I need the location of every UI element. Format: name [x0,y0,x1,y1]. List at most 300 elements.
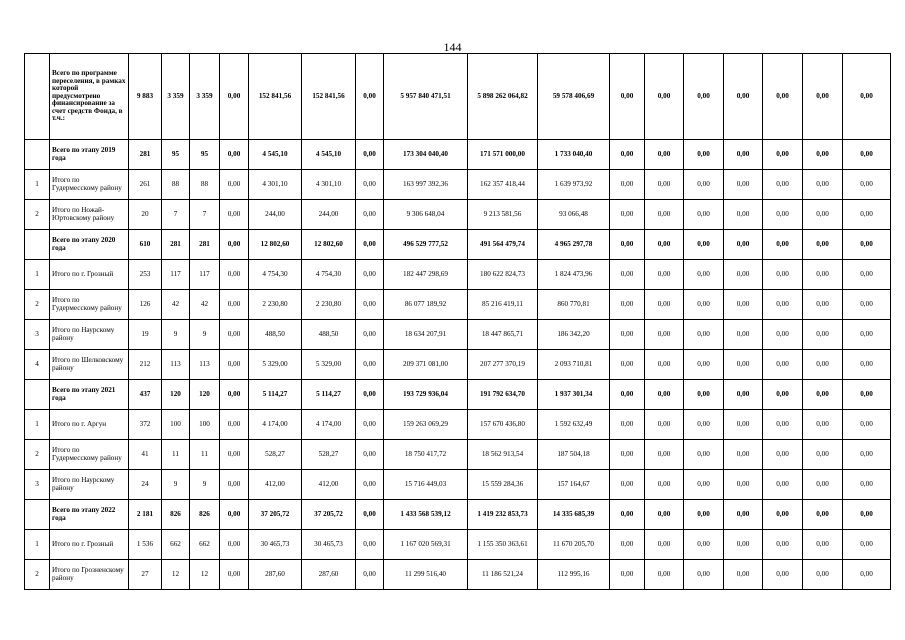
value-cell: 0,00 [356,440,384,470]
value-cell: 1 592 632,49 [538,410,610,440]
value-cell: 1 639 973,92 [538,170,610,200]
value-cell: 0,00 [763,200,803,230]
value-cell: 0,00 [803,200,843,230]
value-cell: 117 [162,260,190,290]
value-cell: 412,00 [249,470,302,500]
table-row [25,260,891,290]
value-cell: 11 299 516,40 [384,560,468,590]
value-cell: 20 [129,200,162,230]
value-cell: 112 995,16 [538,560,610,590]
value-cell: 0,00 [724,140,763,170]
value-cell: 0,00 [843,54,891,140]
value-cell: 18 634 207,91 [384,320,468,350]
value-cell: 0,00 [724,440,763,470]
table-row [25,530,891,560]
value-cell: 0,00 [684,500,724,530]
value-cell: 93 066,48 [538,200,610,230]
value-cell: 18 562 913,54 [468,440,538,470]
value-cell: 0,00 [684,380,724,410]
value-cell: 3 359 [190,54,220,140]
value-cell: 0,00 [724,350,763,380]
value-cell: 0,00 [684,260,724,290]
value-cell: 0,00 [645,290,684,320]
table-row [25,290,891,320]
row-number-cell [25,500,50,530]
row-label-cell: Всего по программе переселения, в рамках которой предусмотрено финансирование за счет средств Фонда, в т.ч.: [50,54,129,140]
value-cell: 9 [190,320,220,350]
value-cell: 12 802,60 [302,230,356,260]
table-row [25,320,891,350]
value-cell: 4 301,10 [249,170,302,200]
table-row [25,170,891,200]
row-number-cell: 1 [25,260,50,290]
value-cell: 0,00 [843,560,891,590]
value-cell: 0,00 [610,140,645,170]
row-number-cell: 3 [25,320,50,350]
value-cell: 0,00 [610,410,645,440]
value-cell: 5 114,27 [249,380,302,410]
row-number-cell: 2 [25,440,50,470]
value-cell: 0,00 [220,350,249,380]
value-cell: 5 114,27 [302,380,356,410]
value-cell: 0,00 [684,230,724,260]
value-cell: 0,00 [645,470,684,500]
value-cell: 0,00 [610,260,645,290]
value-cell: 152 841,56 [249,54,302,140]
value-cell: 0,00 [803,140,843,170]
value-cell: 0,00 [356,54,384,140]
value-cell: 0,00 [763,140,803,170]
value-cell: 41 [129,440,162,470]
value-cell: 0,00 [356,350,384,380]
value-cell: 9 [190,470,220,500]
value-cell: 0,00 [803,380,843,410]
value-cell: 0,00 [803,470,843,500]
value-cell: 9 306 648,04 [384,200,468,230]
value-cell: 0,00 [763,380,803,410]
value-cell: 0,00 [763,560,803,590]
table-row [25,440,891,470]
value-cell: 0,00 [843,530,891,560]
value-cell: 171 571 000,00 [468,140,538,170]
value-cell: 0,00 [763,440,803,470]
value-cell: 0,00 [803,320,843,350]
value-cell: 4 545,10 [249,140,302,170]
value-cell: 186 342,20 [538,320,610,350]
value-cell: 0,00 [645,54,684,140]
value-cell: 18 447 865,71 [468,320,538,350]
value-cell: 0,00 [610,470,645,500]
value-cell: 0,00 [645,350,684,380]
value-cell: 0,00 [763,530,803,560]
value-cell: 0,00 [610,54,645,140]
value-cell: 1 733 040,40 [538,140,610,170]
value-cell: 11 670 205,70 [538,530,610,560]
value-cell: 0,00 [356,530,384,560]
value-cell: 253 [129,260,162,290]
value-cell: 117 [190,260,220,290]
value-cell: 100 [190,410,220,440]
value-cell: 207 277 370,19 [468,350,538,380]
value-cell: 0,00 [843,350,891,380]
value-cell: 88 [190,170,220,200]
value-cell: 488,50 [249,320,302,350]
value-cell: 0,00 [645,410,684,440]
value-cell: 0,00 [684,560,724,590]
value-cell: 0,00 [645,530,684,560]
value-cell: 0,00 [843,170,891,200]
value-cell: 0,00 [843,140,891,170]
value-cell: 0,00 [763,350,803,380]
value-cell: 42 [162,290,190,320]
value-cell: 0,00 [803,560,843,590]
value-cell: 0,00 [645,260,684,290]
value-cell: 0,00 [610,380,645,410]
value-cell: 5 898 262 064,82 [468,54,538,140]
value-cell: 0,00 [356,200,384,230]
summary-row [25,230,891,260]
value-cell: 18 750 417,72 [384,440,468,470]
value-cell: 0,00 [803,500,843,530]
value-cell: 173 304 040,40 [384,140,468,170]
value-cell: 0,00 [220,230,249,260]
value-cell: 2 181 [129,500,162,530]
value-cell: 0,00 [645,170,684,200]
value-cell: 0,00 [220,470,249,500]
value-cell: 4 174,00 [302,410,356,440]
value-cell: 9 [162,470,190,500]
value-cell: 0,00 [220,290,249,320]
row-label-cell: Итого по Гудермесскому району [50,170,129,200]
value-cell: 59 578 406,69 [538,54,610,140]
value-cell: 0,00 [684,200,724,230]
value-cell: 162 357 418,44 [468,170,538,200]
value-cell: 528,27 [249,440,302,470]
value-cell: 0,00 [843,200,891,230]
value-cell: 0,00 [356,170,384,200]
value-cell: 528,27 [302,440,356,470]
value-cell: 0,00 [803,350,843,380]
value-cell: 0,00 [763,500,803,530]
value-cell: 826 [162,500,190,530]
row-label-cell: Итого по Грозненскому району [50,560,129,590]
value-cell: 0,00 [356,140,384,170]
value-cell: 12 802,60 [249,230,302,260]
value-cell: 212 [129,350,162,380]
value-cell: 0,00 [645,140,684,170]
row-label-cell: Итого по г. Грозный [50,260,129,290]
value-cell: 0,00 [220,54,249,140]
row-label-cell: Всего по этапу 2019 года [50,140,129,170]
value-cell: 95 [162,140,190,170]
value-cell: 191 792 634,70 [468,380,538,410]
value-cell: 0,00 [220,560,249,590]
value-cell: 37 205,72 [249,500,302,530]
value-cell: 1 167 020 569,31 [384,530,468,560]
table-row [25,410,891,440]
value-cell: 9 [162,320,190,350]
value-cell: 610 [129,230,162,260]
row-number-cell: 2 [25,560,50,590]
value-cell: 4 965 297,78 [538,230,610,260]
value-cell: 488,50 [302,320,356,350]
value-cell: 0,00 [610,170,645,200]
value-cell: 24 [129,470,162,500]
value-cell: 287,60 [302,560,356,590]
value-cell: 100 [162,410,190,440]
value-cell: 662 [162,530,190,560]
value-cell: 14 335 685,39 [538,500,610,530]
value-cell: 0,00 [843,260,891,290]
value-cell: 113 [190,350,220,380]
row-number-cell: 1 [25,170,50,200]
value-cell: 0,00 [684,470,724,500]
row-label-cell: Итого по Наурскому району [50,320,129,350]
summary-row [25,140,891,170]
value-cell: 27 [129,560,162,590]
row-number-cell: 4 [25,350,50,380]
value-cell: 0,00 [220,140,249,170]
value-cell: 0,00 [803,290,843,320]
value-cell: 157 670 436,80 [468,410,538,440]
value-cell: 0,00 [356,470,384,500]
value-cell: 0,00 [803,410,843,440]
value-cell: 0,00 [803,440,843,470]
value-cell: 0,00 [843,380,891,410]
value-cell: 0,00 [220,320,249,350]
value-cell: 0,00 [724,260,763,290]
row-number-cell: 2 [25,200,50,230]
value-cell: 180 622 824,73 [468,260,538,290]
value-cell: 95 [190,140,220,170]
row-label-cell: Итого по г. Грозный [50,530,129,560]
value-cell: 0,00 [610,230,645,260]
value-cell: 0,00 [356,230,384,260]
value-cell: 860 770,81 [538,290,610,320]
value-cell: 0,00 [763,230,803,260]
value-cell: 9 213 581,56 [468,200,538,230]
value-cell: 0,00 [724,560,763,590]
value-cell: 11 [162,440,190,470]
value-cell: 4 545,10 [302,140,356,170]
value-cell: 244,00 [302,200,356,230]
value-cell: 1 419 232 853,73 [468,500,538,530]
value-cell: 0,00 [220,500,249,530]
value-cell: 0,00 [763,470,803,500]
value-cell: 0,00 [724,380,763,410]
value-cell: 0,00 [610,500,645,530]
row-label-cell: Итого по г. Аргун [50,410,129,440]
value-cell: 209 371 081,00 [384,350,468,380]
value-cell: 287,60 [249,560,302,590]
row-number-cell: 2 [25,290,50,320]
value-cell: 0,00 [220,440,249,470]
value-cell: 0,00 [843,320,891,350]
value-cell: 437 [129,380,162,410]
row-label-cell: Итого по Гудермесскому району [50,440,129,470]
value-cell: 157 164,67 [538,470,610,500]
row-number-cell [25,230,50,260]
value-cell: 4 174,00 [249,410,302,440]
value-cell: 0,00 [645,320,684,350]
value-cell: 15 559 284,36 [468,470,538,500]
value-cell: 0,00 [645,560,684,590]
value-cell: 85 216 419,11 [468,290,538,320]
value-cell: 4 754,30 [249,260,302,290]
value-cell: 281 [129,140,162,170]
value-cell: 0,00 [610,350,645,380]
value-cell: 0,00 [763,320,803,350]
table-row [25,560,891,590]
value-cell: 5 957 840 471,51 [384,54,468,140]
value-cell: 0,00 [684,170,724,200]
row-number-cell [25,140,50,170]
value-cell: 5 329,00 [249,350,302,380]
value-cell: 0,00 [843,230,891,260]
value-cell: 0,00 [684,290,724,320]
value-cell: 0,00 [724,230,763,260]
value-cell: 159 263 069,29 [384,410,468,440]
row-number-cell [25,380,50,410]
value-cell: 15 716 449,03 [384,470,468,500]
value-cell: 113 [162,350,190,380]
value-cell: 0,00 [645,500,684,530]
value-cell: 372 [129,410,162,440]
value-cell: 0,00 [684,530,724,560]
value-cell: 0,00 [356,560,384,590]
value-cell: 0,00 [645,200,684,230]
value-cell: 0,00 [763,170,803,200]
row-label-cell: Итого по Шелковскому району [50,350,129,380]
value-cell: 11 186 521,24 [468,560,538,590]
value-cell: 0,00 [724,54,763,140]
value-cell: 12 [162,560,190,590]
row-label-cell: Итого по Ножай-Юртовскому району [50,200,129,230]
value-cell: 0,00 [724,290,763,320]
value-cell: 182 447 298,69 [384,260,468,290]
value-cell: 0,00 [220,260,249,290]
value-cell: 0,00 [356,500,384,530]
value-cell: 12 [190,560,220,590]
value-cell: 281 [190,230,220,260]
value-cell: 0,00 [803,54,843,140]
table-row [25,350,891,380]
value-cell: 2 230,80 [249,290,302,320]
value-cell: 42 [190,290,220,320]
table-row [25,200,891,230]
value-cell: 7 [162,200,190,230]
summary-row [25,54,891,140]
value-cell: 0,00 [684,54,724,140]
value-cell: 37 205,72 [302,500,356,530]
value-cell: 491 564 479,74 [468,230,538,260]
value-cell: 0,00 [610,560,645,590]
value-cell: 0,00 [803,260,843,290]
value-cell: 0,00 [724,530,763,560]
value-cell: 0,00 [684,410,724,440]
value-cell: 0,00 [724,200,763,230]
value-cell: 826 [190,500,220,530]
value-cell: 0,00 [843,470,891,500]
row-label-cell: Всего по этапу 2020 года [50,230,129,260]
value-cell: 0,00 [356,260,384,290]
value-cell: 0,00 [803,170,843,200]
value-cell: 152 841,56 [302,54,356,140]
housing-program-table [24,53,891,590]
value-cell: 1 937 301,34 [538,380,610,410]
value-cell: 0,00 [610,320,645,350]
row-number-cell [25,54,50,140]
value-cell: 5 329,00 [302,350,356,380]
value-cell: 0,00 [356,320,384,350]
value-cell: 0,00 [220,530,249,560]
value-cell: 496 529 777,52 [384,230,468,260]
summary-row [25,380,891,410]
row-number-cell: 1 [25,410,50,440]
value-cell: 3 359 [162,54,190,140]
value-cell: 2 230,80 [302,290,356,320]
value-cell: 0,00 [724,170,763,200]
value-cell: 1 824 473,96 [538,260,610,290]
value-cell: 0,00 [763,290,803,320]
value-cell: 7 [190,200,220,230]
value-cell: 0,00 [220,200,249,230]
value-cell: 1 536 [129,530,162,560]
value-cell: 0,00 [724,470,763,500]
value-cell: 86 077 189,92 [384,290,468,320]
value-cell: 0,00 [356,410,384,440]
value-cell: 30 465,73 [249,530,302,560]
page-number: 144 [443,40,462,54]
value-cell: 126 [129,290,162,320]
value-cell: 0,00 [610,290,645,320]
value-cell: 0,00 [220,380,249,410]
value-cell: 0,00 [610,440,645,470]
value-cell: 281 [162,230,190,260]
value-cell: 193 729 936,04 [384,380,468,410]
value-cell: 4 754,30 [302,260,356,290]
row-number-cell: 1 [25,530,50,560]
value-cell: 412,00 [302,470,356,500]
value-cell: 0,00 [610,530,645,560]
value-cell: 0,00 [843,440,891,470]
value-cell: 0,00 [763,260,803,290]
value-cell: 2 093 710,81 [538,350,610,380]
value-cell: 0,00 [645,440,684,470]
row-label-cell: Всего по этапу 2021 года [50,380,129,410]
value-cell: 0,00 [684,320,724,350]
value-cell: 1 433 568 539,12 [384,500,468,530]
value-cell: 120 [190,380,220,410]
value-cell: 0,00 [684,140,724,170]
value-cell: 0,00 [803,230,843,260]
value-cell: 1 155 350 363,61 [468,530,538,560]
value-cell: 0,00 [843,500,891,530]
value-cell: 120 [162,380,190,410]
value-cell: 0,00 [763,410,803,440]
value-cell: 0,00 [645,230,684,260]
value-cell: 19 [129,320,162,350]
value-cell: 0,00 [763,54,803,140]
value-cell: 0,00 [724,500,763,530]
value-cell: 0,00 [356,380,384,410]
value-cell: 88 [162,170,190,200]
value-cell: 0,00 [724,320,763,350]
value-cell: 4 301,10 [302,170,356,200]
summary-row [25,500,891,530]
value-cell: 9 883 [129,54,162,140]
row-label-cell: Итого по Гудермесскому району [50,290,129,320]
